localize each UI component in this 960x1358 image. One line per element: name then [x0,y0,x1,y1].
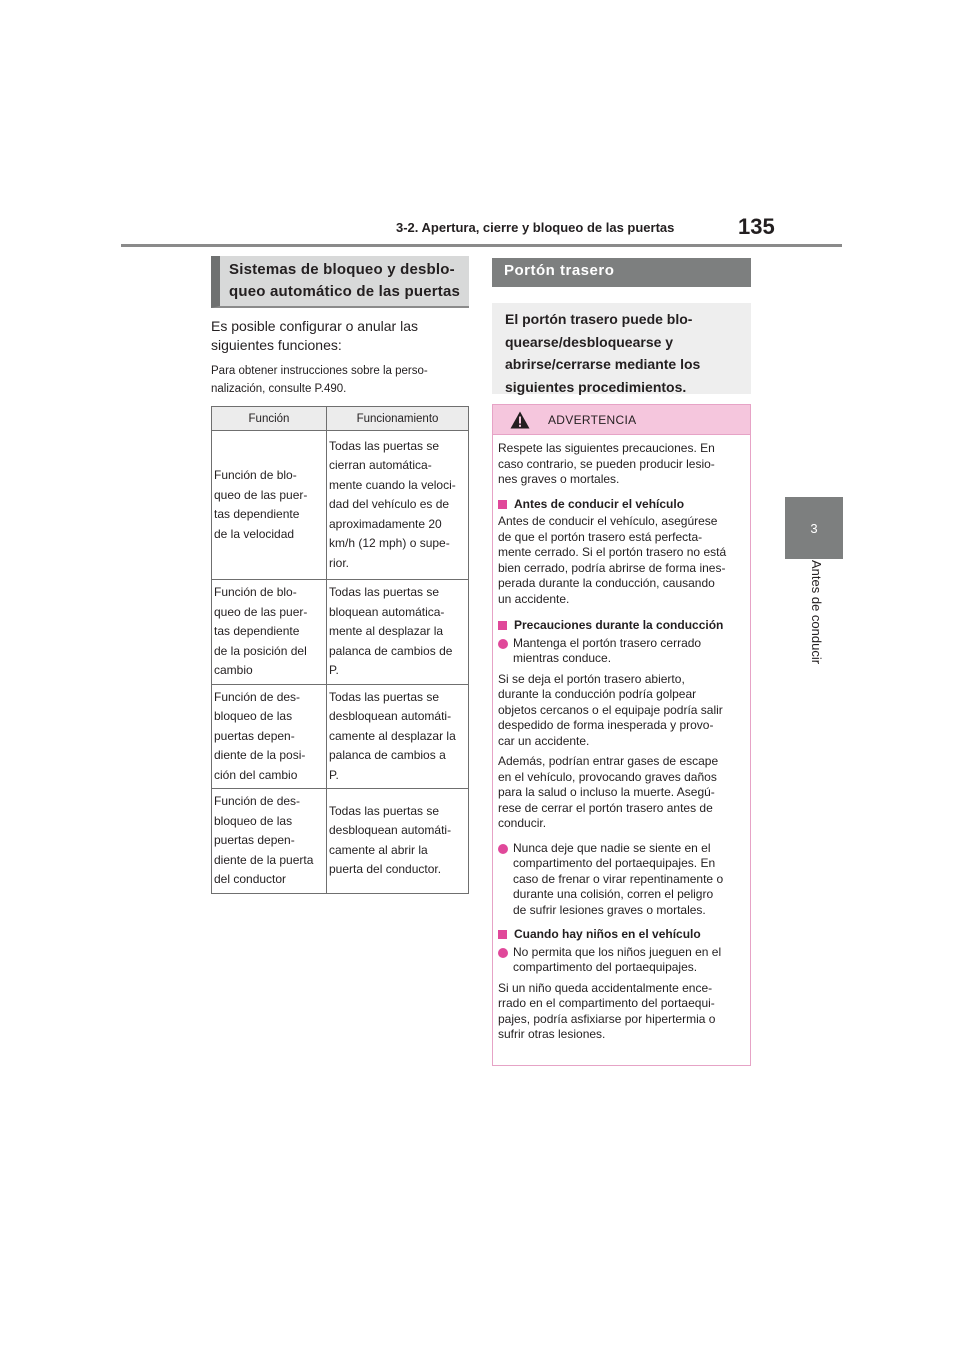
intro-text [211,317,469,355]
cell-line: bloquean automática- [329,604,445,619]
warning-line: en el vehículo, provocando graves daños [498,769,717,784]
cell-line: queo de las puer- [214,487,308,502]
warning-line: car un accidente. [498,733,590,748]
square-bullet-icon [498,621,507,630]
warning-box [492,404,751,1066]
warning-line: un accidente. [498,591,570,606]
cell-line: mente al desplazar la [329,624,444,638]
warning-subheading-text: Antes de conducir el vehículo [514,496,685,511]
warning-line: Además, podrían entrar gases de escape [498,754,719,768]
cell-line: dad del vehículo es de [329,497,450,512]
warning-intro [498,441,742,488]
warning-line: nes graves o mortales. [498,472,620,486]
warning-subheading [498,497,742,513]
table-cell-function [212,789,327,894]
square-bullet-icon [498,930,507,939]
table-cell-function [212,684,327,789]
warning-bullet [498,841,742,919]
function-table [211,406,469,894]
cell-line: palanca de cambios a [329,748,446,762]
table-cell-operation [327,431,469,580]
square-bullet-icon [498,500,507,509]
table-cell-operation [327,789,469,894]
warning-line: compartimento del portaequipajes. En [513,856,716,870]
tailgate-summary [492,303,751,394]
warning-paragraph [498,672,742,750]
section-title-line: Sistemas de bloqueo y desblo- [229,261,455,278]
warning-line: mientras conduce. [513,651,612,665]
cell-line: del conductor [214,872,287,886]
cell-line: diente de la posi- [214,748,306,762]
cell-line: camente al abrir la [329,842,428,857]
page-number: 135 [738,214,775,239]
cell-line: P. [329,663,339,677]
warning-line: durante una colisión, corren el peligro [513,887,714,901]
cell-line: puerta del conductor. [329,862,442,877]
warning-body [493,435,750,1043]
warning-line: No permita que los niños jueguen en el [513,944,722,959]
customization-note [211,362,469,398]
table-cell-operation [327,684,469,789]
cell-line: Función de des- [214,689,301,704]
chapter-heading: 3-2. Apertura, cierre y bloqueo de las puertas [396,220,675,235]
table-cell-operation [327,580,469,685]
chapter-side-label [808,560,828,720]
section-title-tailgate-text: Portón trasero [504,262,615,279]
warning-bullet [498,636,742,667]
cell-line: tas dependiente [214,507,300,521]
warning-line: Nunca deje que nadie se siente en el [513,840,711,855]
cell-line: desbloquean automáti- [329,823,452,838]
summary-line: siguientes procedimientos. [505,378,687,395]
table-header-operation: Funcionamiento [327,407,469,431]
table-row [212,684,469,789]
warning-line: para la salud o incluso la muerte. Asegú- [498,785,715,799]
cell-line: km/h (12 mph) o supe- [329,536,450,551]
warning-line: caso de frenar o virar repentinamente o [513,871,724,886]
summary-line: abrirse/cerrarse mediante los [505,356,701,372]
warning-line: bien cerrado, podría abrirse de forma ines- [498,560,726,575]
cell-line: bloqueo de las [214,813,293,828]
cell-line: de la velocidad [214,526,295,541]
warning-line: de que el portón trasero está perfecta- [498,529,703,544]
warning-line: mente cerrado. Si el portón trasero no está [498,545,727,559]
chapter-tab-number: 3 [810,520,818,536]
warning-line: durante la conducción podría golpear [498,687,697,701]
cell-line: Todas las puertas se [329,585,440,599]
chapter-tab [785,497,843,559]
cell-line: queo de las puer- [214,604,308,619]
warning-subheading [498,618,742,634]
cell-line: tas dependiente [214,624,300,638]
cell-line: camente al desplazar la [329,728,456,743]
section-title-auto-lock [211,256,469,308]
cell-line: P. [329,767,339,782]
cell-line: Todas las puertas se [329,803,440,818]
warning-bullet-text [513,945,721,976]
circle-bullet-icon [498,948,508,958]
warning-line: Antes de conducir el vehículo, asegúrese [498,514,718,528]
cell-line: mente cuando la veloci- [329,477,456,492]
warning-line: Si un niño queda accidentalmente ence- [498,980,713,995]
warning-line: Respete las siguientes precauciones. En [498,441,715,455]
table-cell-function [212,580,327,685]
cell-line: aproximadamente 20 [329,516,442,531]
warning-line: objetos cercanos o el equipaje podría salir [498,702,723,717]
cell-line: de la posición del [214,643,307,658]
warning-subheading-text: Precauciones durante la conducción [514,618,724,632]
warning-subheading [498,927,742,943]
warning-subheading-text: Cuando hay niños en el vehículo [514,927,701,941]
circle-bullet-icon [498,639,508,649]
cell-line: Todas las puertas se [329,689,440,704]
cell-line: puertas depen- [214,833,295,847]
cell-line: rior. [329,555,350,570]
cell-line: palanca de cambios de [329,643,453,658]
cell-line: Función de blo- [214,585,297,599]
warning-bullet-text [513,841,723,919]
warning-line: perada durante la conducción, causando [498,576,715,590]
cell-line: diente de la puerta [214,852,314,867]
warning-line: rrado en el compartimento del portaequi- [498,996,715,1010]
warning-title: ADVERTENCIA [548,412,637,427]
warning-line: Mantenga el portón trasero cerrado [513,635,702,650]
warning-bullet-text [513,636,701,667]
note-line: Para obtener instrucciones sobre la perso- [211,365,428,377]
cell-line: cambio [214,663,253,677]
warning-triangle-icon [510,411,530,429]
table-cell-function [212,431,327,580]
chapter-side-label-text: Antes de conducir [809,560,824,665]
warning-line: rese de cerrar el portón trasero antes de [498,800,713,815]
table-row [212,580,469,685]
note-line: nalización, consulte P.490. [211,383,347,395]
warning-line: pajes, podría asfixiarse por hipertermia o [498,1011,716,1026]
table-row [212,431,469,580]
intro-line: Es posible configurar o anular las [211,318,419,334]
header-rule [121,244,842,247]
intro-line: siguientes funciones: [211,337,342,353]
warning-paragraph [498,754,742,832]
warning-paragraph [498,514,742,607]
cell-line: desbloquean automáti- [329,709,452,723]
table-header-row [212,407,469,431]
warning-line: de sufrir lesiones graves o mortales. [513,902,706,917]
cell-line: ción del cambio [214,767,298,782]
cell-line: Función de des- [214,794,301,808]
table-header-function: Función [212,407,327,431]
cell-line: puertas depen- [214,728,295,743]
warning-line: sufrir otras lesiones. [498,1027,606,1041]
cell-line: Todas las puertas se [329,438,440,453]
warning-header [493,405,750,435]
warning-line: compartimento del portaequipajes. [513,960,698,974]
section-title-tailgate [492,258,751,287]
summary-line: quearse/desbloquearse y [505,333,674,350]
warning-bullet [498,945,742,976]
cell-line: Función de blo- [214,468,297,482]
section-title-line: queo automático de las puertas [229,283,461,300]
warning-line: conducir. [498,816,547,830]
circle-bullet-icon [498,844,508,854]
table-row [212,789,469,894]
warning-line: despedido de forma inesperada y provo- [498,718,714,732]
cell-line: bloqueo de las [214,709,293,723]
warning-paragraph [498,981,742,1043]
warning-line: Si se deja el portón trasero abierto, [498,671,685,686]
cell-line: cierran automática- [329,458,432,473]
summary-line: El portón trasero puede blo- [505,311,693,327]
warning-line: caso contrario, se pueden producir lesio- [498,456,715,471]
